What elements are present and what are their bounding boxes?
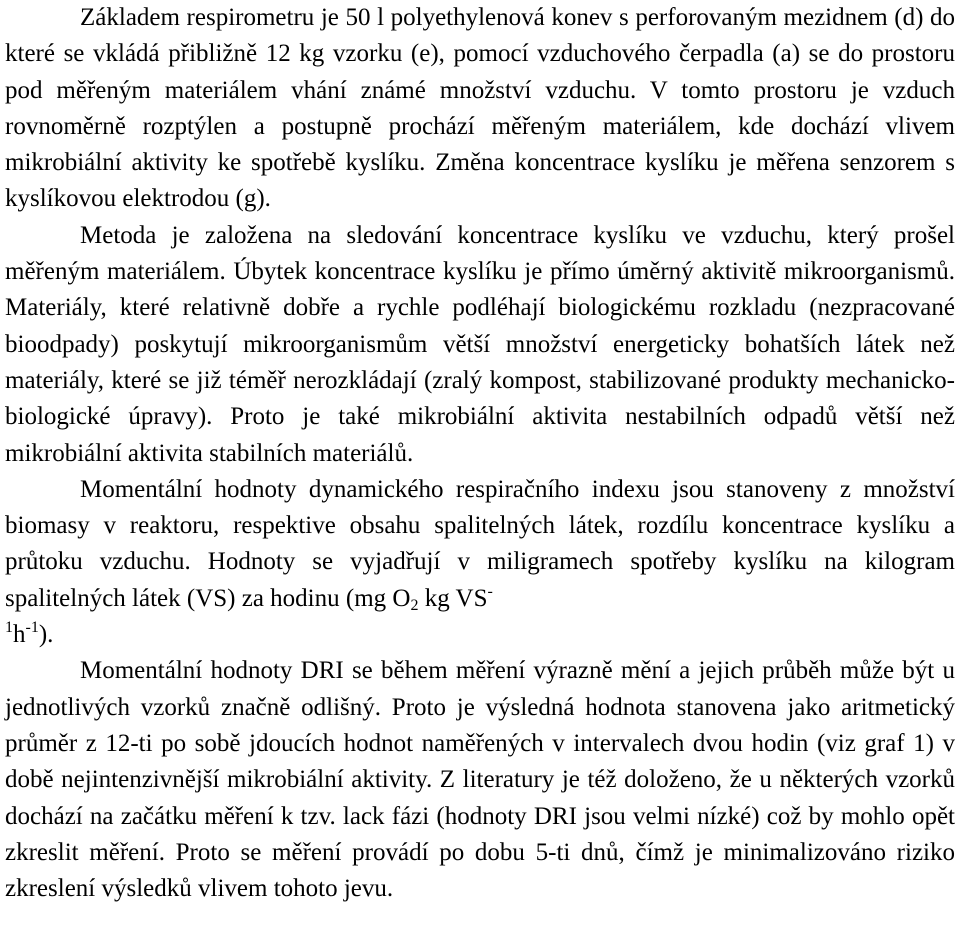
paragraph-text-before: Momentální hodnoty dynamického respiračního indexu jsou stanoveny z množství biomasy v reaktoru, respektive obsahu spalitelných látek, rozdílu koncentrace kyslíku a průtoku vzduchu. Hodnoty se vyjadřují v miligramech spotřeby kyslíku na kilogram spalitelných látek (VS) za hodinu (mg O: [5, 475, 955, 612]
paragraph-text: Metoda je založena na sledování koncentrace kyslíku ve vzduchu, který prošel měřeným materiálem. Úbytek koncentrace kyslíku je přímo úměrný aktivitě mikroorganismů. Materiály, které relativně dobře a rychle podléhají biologickému rozkladu (nezpracované bioodpady) poskytují mikroorganismům větší množství energeticky bohatších látek než materiály, které se již téměř nerozkládají (zralý kompost, stabilizované produkty mechanicko-biologické úpravy). Proto je také mikrobiální aktivita nestabilních odpadů větší než mikrobiální aktivita stabilních materiálů.: [5, 221, 955, 467]
paragraph-text-after: ).: [38, 621, 54, 649]
paragraph-dri-calculation: [5, 653, 955, 907]
superscript-minus-one: -1: [25, 619, 39, 637]
paragraph-text-mid: kg VS: [418, 584, 488, 612]
paragraph-text: Momentální hodnoty DRI se během měření výrazně mění a jejich průběh může být u jednotlivých vzorků značně odlišný. Proto je výsledná hodnota stanovena jako aritmetický průměr z 12-ti po sobě jdoucích hodnot naměřených v intervalech dvou hodin (viz graf 1) v době nejintenzivnější mikrobiální aktivity. Z literatury je též doloženo, že u některých vzorků dochází na začátku měření k tzv. lack fázi (hodnoty DRI jsou velmi nízké) což by mohlo opět zkreslit měření. Proto se měření provádí po dobu 5-ti dnů, čímž je minimalizováno riziko zkreslení výsledků vlivem tohoto jevu.: [5, 657, 955, 903]
paragraph-text: Základem respirometru je 50 l polyethylenová konev s perforovaným mezidnem (d) do které se vkládá přibližně 12 kg vzorku (e), pomocí vzduchového čerpadla (a) se do prostoru pod měřeným materiálem vhání známé množství vzduchu. V tomto prostoru je vzduch rovnoměrně rozptýlen a postupně prochází měřeným materiálem, kde dochází vlivem mikrobiální aktivity ke spotřebě kyslíku. Změna koncentrace kyslíku je měřena senzorem s kyslíkovou elektrodou (g).: [5, 4, 955, 213]
paragraph-dri-units: [5, 472, 955, 653]
superscript-minus: -: [487, 582, 493, 600]
unit-hour: h: [13, 621, 26, 649]
superscript-one: 1: [5, 619, 13, 637]
paragraph-respirometer-description: [5, 0, 955, 218]
paragraph-method-principle: [5, 218, 955, 472]
subscript-two: 2: [410, 596, 419, 614]
